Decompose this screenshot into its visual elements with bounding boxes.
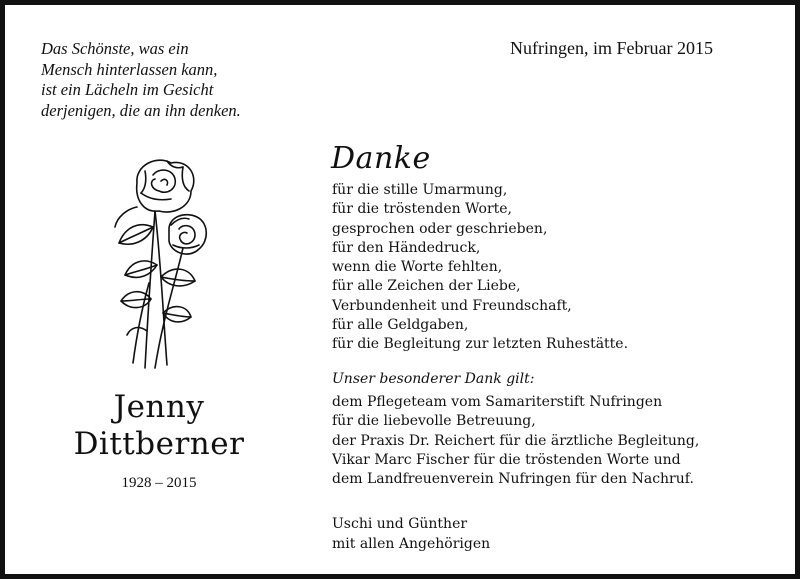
special-thanks-line: dem Pflegeteam vom Samariterstift Nufringen (332, 394, 663, 410)
special-thanks-line: dem Landfreuenverein Nufringen für den Nachruf. (332, 471, 694, 488)
place-date: Nufringen, im Februar 2015 (510, 38, 713, 58)
special-thanks-line: der Praxis Dr. Reichert für die ärztliche Begleitung, (332, 432, 700, 449)
special-thanks-heading: Unser besonderer Dank gilt: (332, 371, 535, 387)
motto-line: Das Schönste, was ein (41, 39, 189, 58)
special-thanks-line: für die liebevolle Betreuung, (332, 413, 536, 430)
danke-heading: Danke (331, 141, 431, 176)
signature-line: Uschi und Günther (332, 516, 468, 532)
signature (332, 515, 490, 554)
special-thanks-line: Vikar Marc Fischer für die tröstenden Worte und (332, 451, 681, 468)
danke-line: für die Begleitung zur letzten Ruhestätte. (332, 336, 629, 353)
danke-line: Verbundenheit und Freundschaft, (332, 297, 572, 314)
motto-line: Mensch hinterlassen kann, (41, 59, 218, 79)
special-thanks-lines (332, 393, 699, 489)
motto-quote (41, 39, 311, 121)
danke-line: für alle Zeichen der Liebe, (332, 278, 521, 295)
danke-line: für alle Geldgaben, (332, 317, 469, 334)
danke-line: für die tröstenden Worte, (332, 201, 513, 218)
rose-icon (97, 153, 217, 375)
motto-line: derjenigen, die an ihn denken. (41, 100, 241, 120)
danke-line: wenn die Worte fehlten, (332, 259, 503, 276)
danke-line: für den Händedruck, (332, 239, 481, 256)
deceased-last-name: Dittberner (73, 426, 245, 462)
danke-line: für die stille Umarmung, (332, 182, 508, 198)
signature-line: mit allen Angehörigen (332, 535, 491, 552)
life-dates: 1928 – 2015 (121, 475, 197, 491)
deceased-name (45, 389, 273, 463)
danke-line: gesprochen oder geschrieben, (332, 220, 548, 237)
danke-lines (332, 181, 628, 355)
deceased-first-name: Jenny (113, 389, 205, 425)
motto-line: ist ein Lächeln im Gesicht (41, 80, 214, 99)
